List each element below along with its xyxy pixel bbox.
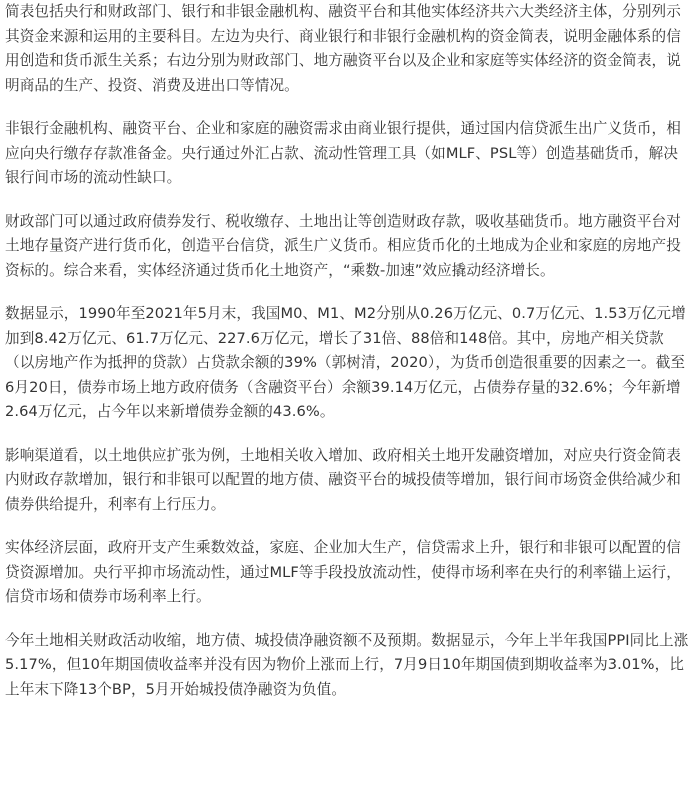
paragraph-4: 数据显示，1990年至2021年5月末，我国M0、M1、M2分别从0.26万亿元、0.7万亿元、1.53万亿元增加到8.42万亿元、61.7万亿元、227.6万亿元，增长了31倍、88倍和148倍。其中，房地产相关贷款（以房地产作为抵押的贷款）占贷款余额的39%（郭树清，2020），为货币创造很重要的因素之一。截至6月20日，债券市场上地方政府债务（含融资平台）余额39.14万亿元，占债券存量的32.6%；今年新增2.64万亿元，占今年以来新增债券金额的43.6%。 [5, 305, 686, 420]
paragraph-2: 非银行金融机构、融资平台、企业和家庭的融资需求由商业银行提供，通过国内信贷派生出广义货币，相应向央行缴存存款准备金。央行通过外汇占款、流动性管理工具（如MLF、PSL等）创造基础货币，解决银行间市场的流动性缺口。 [5, 120, 681, 186]
paragraph-1: 简表包括央行和财政部门、银行和非银金融机构、融资平台和其他实体经济共六大类经济主体，分别列示其资金来源和运用的主要科目。左边为央行、商业银行和非银行金融机构的资金简表，说明金融体系的信用创造和货币派生关系；右边分别为财政部门、地方融资平台以及企业和家庭等实体经济的资金简表，说明商品的生产、投资、消费及进出口等情况。 [5, 3, 681, 94]
paragraph-6: 实体经济层面，政府开支产生乘数效益，家庭、企业加大生产，信贷需求上升，银行和非银可以配置的信贷资源增加。央行平抑市场流动性，通过MLF等手段投放流动性，使得市场利率在央行的利率锚上运行，信贷市场和债券市场利率上行。 [5, 539, 681, 605]
article-body [5, 0, 689, 702]
paragraph-3: 财政部门可以通过政府债券发行、税收缴存、土地出让等创造财政存款，吸收基础货币。地方融资平台对土地存量资产进行货币化，创造平台信贷，派生广义货币。相应货币化的土地成为企业和家庭的房地产投资标的。综合来看，实体经济通过货币化土地资产，“乘数-加速”效应撬动经济增长。 [5, 212, 681, 279]
paragraph-7: 今年土地相关财政活动收缩，地方债、城投债净融资额不及预期。数据显示，今年上半年我国PPI同比上涨5.17%，但10年期国债收益率并没有因为物价上涨而上行，7月9日10年期国债到期收益率为3.01%，比上年末下降13个BP，5月开始城投债净融资为负值。 [5, 631, 689, 698]
paragraph-5: 影响渠道看，以土地供应扩张为例，土地相关收入增加、政府相关土地开发融资增加，对应央行资金简表内财政存款增加，银行和非银可以配置的地方债、融资平台的城投债等增加，银行间市场资金供给减少和债券供给提升，利率有上行压力。 [5, 446, 681, 513]
